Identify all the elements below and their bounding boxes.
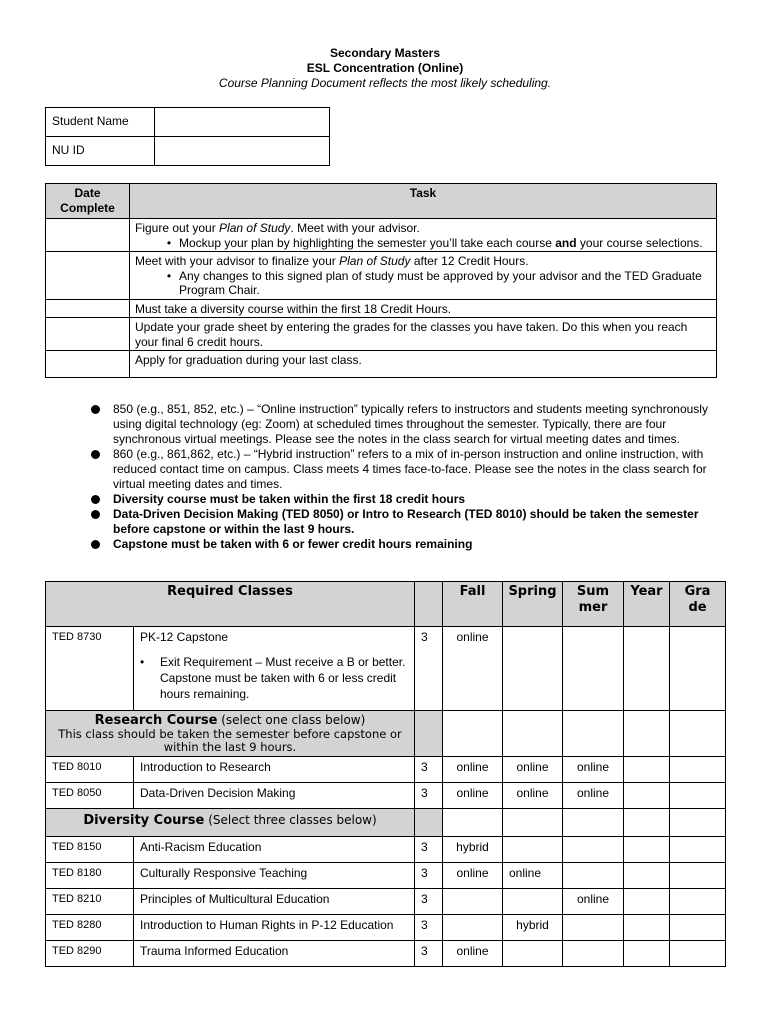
year-cell[interactable] [624, 757, 670, 783]
task-table [45, 183, 717, 378]
year-cell[interactable] [624, 915, 670, 941]
fall-cell [443, 915, 503, 941]
summer-cell [563, 915, 624, 941]
summer-cell [563, 627, 624, 711]
credits-header [415, 582, 443, 627]
research-section-header: Research Course (select one class below) This class should be taken the semester before capstone or within the last 9 hours. [46, 711, 415, 757]
bullet-icon: • [166, 268, 172, 283]
course-title: Principles of Multicultural Education [134, 889, 415, 915]
fall-cell [443, 889, 503, 915]
document-title: Secondary Masters [329, 46, 441, 60]
course-credits: 3 [415, 941, 443, 967]
task-row [46, 299, 717, 318]
course-title: Culturally Responsive Teaching [134, 863, 415, 889]
course-code: TED 8150 [46, 837, 134, 863]
fall-cell: online [443, 627, 503, 711]
table-row [46, 941, 726, 967]
bullet-dot-icon [91, 450, 100, 459]
bullet-dot-icon [91, 405, 100, 414]
classes-header-row [46, 582, 726, 627]
document-caption: Course Planning Document reflects the most likely scheduling. [218, 76, 552, 90]
summer-cell: online [563, 889, 624, 915]
course-code: TED 8280 [46, 915, 134, 941]
grade-cell[interactable] [670, 941, 726, 967]
notes-list [88, 402, 713, 552]
date-complete-cell[interactable] [46, 219, 130, 252]
fall-cell: hybrid [443, 837, 503, 863]
fall-cell: online [443, 757, 503, 783]
grade-cell[interactable] [670, 783, 726, 809]
course-credits: 3 [415, 627, 443, 711]
course-title-cell [134, 627, 415, 711]
year-cell[interactable] [624, 627, 670, 711]
grade-cell[interactable] [670, 889, 726, 915]
task-cell: Update your grade sheet by entering the grades for the classes you have taken. Do this when you reach your final 6 credit hours. [130, 318, 717, 351]
table-row [46, 783, 726, 809]
nu-id-field[interactable] [155, 137, 330, 166]
course-credits: 3 [415, 783, 443, 809]
course-code: TED 8050 [46, 783, 134, 809]
spring-cell: online [503, 757, 563, 783]
task-row [46, 351, 717, 378]
note-item: Data-Driven Decision Making (TED 8050) or Intro to Research (TED 8010) should be taken the semester before capstone or within the last 9 hours. [88, 507, 713, 537]
task-cell: Figure out your Plan of Study. Meet with your advisor. • Mockup your plan by highlighting the semester you’ll take each course and your course selections. [130, 219, 717, 252]
student-name-field[interactable] [155, 108, 330, 137]
document-header [0, 46, 770, 91]
date-complete-cell[interactable] [46, 252, 130, 300]
summer-cell: online [563, 783, 624, 809]
date-complete-cell[interactable] [46, 318, 130, 351]
student-name-label: Student Name [46, 108, 155, 137]
fall-header: Fall [443, 582, 503, 627]
summer-cell [563, 837, 624, 863]
grade-cell[interactable] [670, 627, 726, 711]
spring-cell [503, 889, 563, 915]
task-row [46, 252, 717, 300]
year-header: Year [624, 582, 670, 627]
nu-id-label: NU ID [46, 137, 155, 166]
course-credits: 3 [415, 889, 443, 915]
task-row [46, 219, 717, 252]
year-cell[interactable] [624, 941, 670, 967]
course-code: TED 8290 [46, 941, 134, 967]
task-cell: Apply for graduation during your last class. [130, 351, 717, 378]
grade-cell[interactable] [670, 863, 726, 889]
date-complete-cell[interactable] [46, 351, 130, 378]
bullet-dot-icon [91, 540, 100, 549]
spring-cell [503, 941, 563, 967]
course-credits: 3 [415, 837, 443, 863]
table-row [46, 889, 726, 915]
fall-cell: online [443, 941, 503, 967]
course-credits: 3 [415, 757, 443, 783]
course-code: TED 8180 [46, 863, 134, 889]
fall-cell: online [443, 783, 503, 809]
note-item: 850 (e.g., 851, 852, etc.) – “Online instruction” typically refers to instructors and students meeting synchronously using digital technology (eg: Zoom) at scheduled times throughout the semester. Typically, there are four synchronous virtual meetings. Please see the notes in the class search for virtual meeting dates and times. [88, 402, 713, 447]
spring-cell: hybrid [503, 915, 563, 941]
task-subpoint: • Mockup your plan by highlighting the semester you’ll take each course and your course selections. [135, 236, 711, 251]
bullet-dot-icon [91, 510, 100, 519]
course-title: PK-12 Capstone [140, 630, 229, 644]
diversity-section-row [46, 809, 726, 837]
date-complete-cell[interactable] [46, 299, 130, 318]
research-section-row [46, 711, 726, 757]
table-row [46, 863, 726, 889]
bullet-dot-icon [91, 495, 100, 504]
summer-header: Summer [563, 582, 624, 627]
task-subpoint: • Any changes to this signed plan of study must be approved by your advisor and the TED Graduate Program Chair. [135, 269, 711, 298]
year-cell[interactable] [624, 783, 670, 809]
date-complete-header: Date Complete [46, 184, 130, 219]
capstone-requirement: • Exit Requirement – Must receive a B or better. Capstone must be taken with 6 or less credit hours remaining. [140, 655, 406, 701]
classes-table [45, 581, 726, 967]
table-row [46, 757, 726, 783]
grade-cell[interactable] [670, 837, 726, 863]
task-row [46, 318, 717, 351]
document-subtitle: ESL Concentration (Online) [306, 61, 464, 75]
diversity-section-header: Diversity Course (Select three classes below) [46, 809, 415, 837]
course-credits: 3 [415, 863, 443, 889]
note-item: Capstone must be taken with 6 or fewer credit hours remaining [88, 537, 713, 552]
grade-header: Grade [670, 582, 726, 627]
fall-cell: online [443, 863, 503, 889]
course-code: TED 8730 [46, 627, 134, 711]
grade-cell[interactable] [670, 757, 726, 783]
course-title: Anti-Racism Education [134, 837, 415, 863]
bullet-icon: • [140, 655, 145, 669]
spring-cell: online [503, 863, 563, 889]
task-cell: Meet with your advisor to finalize your Plan of Study after 12 Credit Hours. • Any changes to this signed plan of study must be approved by your advisor and the TED Graduate Program Chair. [130, 252, 717, 300]
course-code: TED 8210 [46, 889, 134, 915]
year-cell[interactable] [624, 863, 670, 889]
spring-cell: online [503, 783, 563, 809]
year-cell[interactable] [624, 837, 670, 863]
note-item: Diversity course must be taken within the first 18 credit hours [88, 492, 713, 507]
course-credits: 3 [415, 915, 443, 941]
course-code: TED 8010 [46, 757, 134, 783]
spring-cell [503, 837, 563, 863]
grade-cell[interactable] [670, 915, 726, 941]
summer-cell: online [563, 757, 624, 783]
bullet-icon: • [166, 235, 172, 250]
table-row [46, 915, 726, 941]
note-item: 860 (e.g., 861,862, etc.) – “Hybrid instruction” refers to a mix of in-person instruction and online instruction, with reduced contact time on campus. Class meets 4 times face-to-face. Please see the notes in the class search for virtual meeting dates and times. [88, 447, 713, 492]
year-cell[interactable] [624, 889, 670, 915]
course-title: Data-Driven Decision Making [134, 783, 415, 809]
task-header: Task [130, 184, 717, 219]
required-classes-header: Required Classes [46, 582, 415, 627]
summer-cell [563, 941, 624, 967]
course-title: Introduction to Human Rights in P-12 Education [134, 915, 415, 941]
spring-header: Spring [503, 582, 563, 627]
table-row [46, 627, 726, 711]
task-cell: Must take a diversity course within the first 18 Credit Hours. [130, 299, 717, 318]
spring-cell [503, 627, 563, 711]
table-row [46, 837, 726, 863]
course-title: Trauma Informed Education [134, 941, 415, 967]
course-title: Introduction to Research [134, 757, 415, 783]
summer-cell [563, 863, 624, 889]
student-info-table [45, 107, 330, 166]
